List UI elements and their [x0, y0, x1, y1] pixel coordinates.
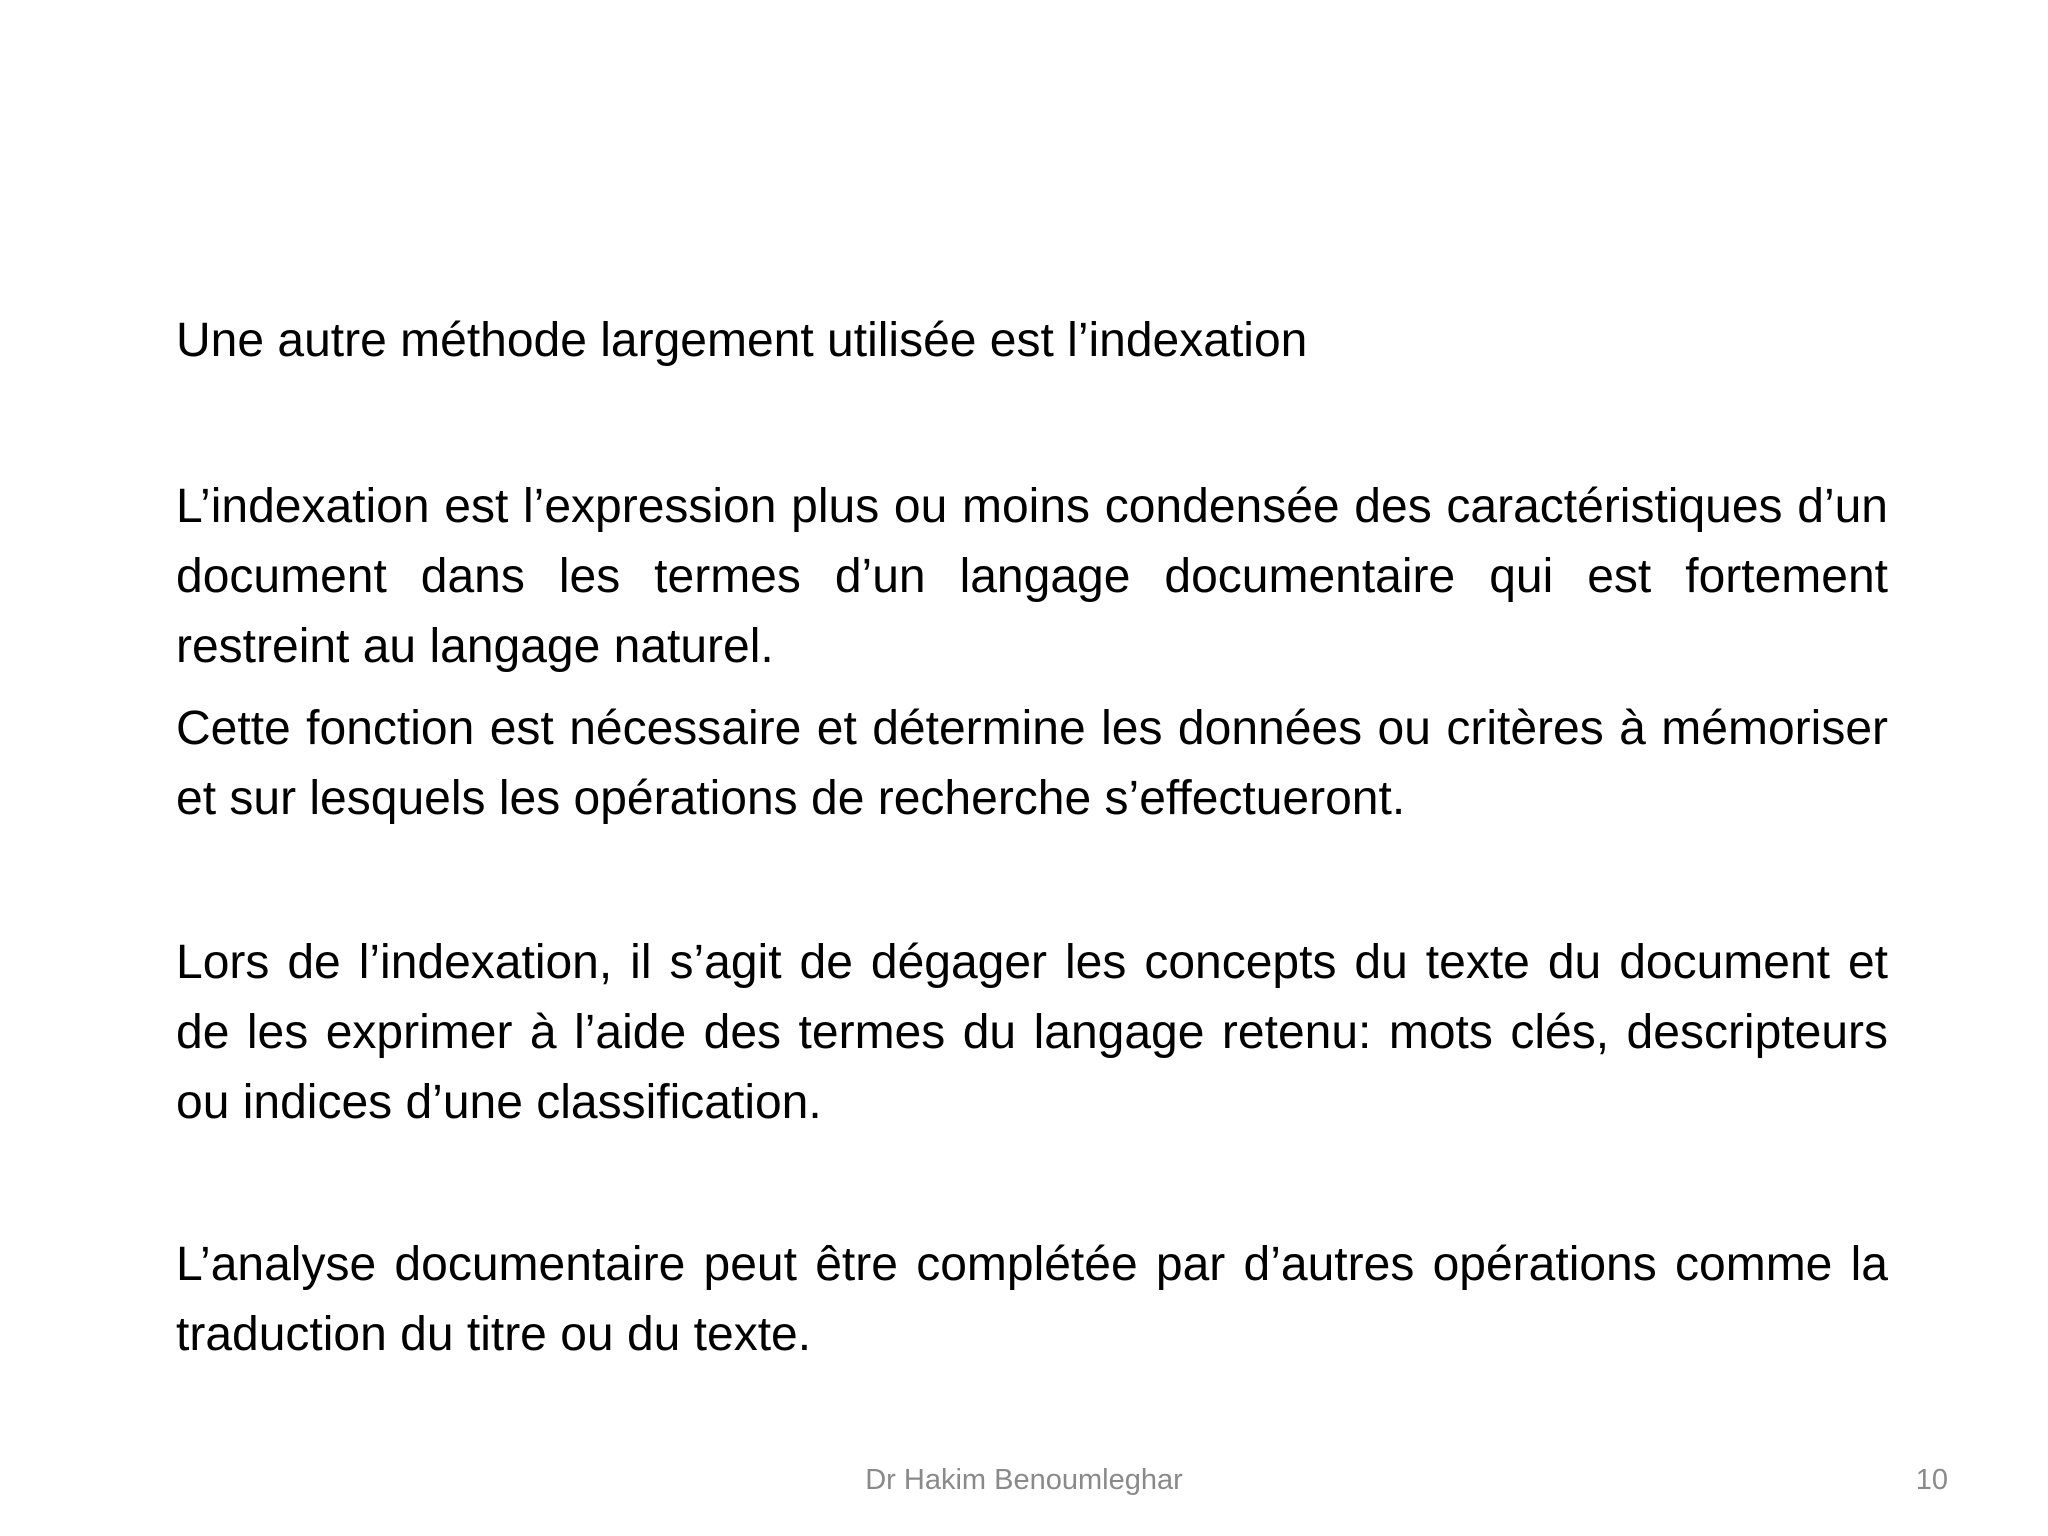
paragraph-intro: Une autre méthode largement utilisée est l’indexation — [176, 314, 1308, 367]
paragraph-definition: L’indexation est l’expression plus ou moins condensée des caractéristiques d’un document dans les termes d’un langage documentaire qui est fortement restreint au langage naturel. — [176, 480, 1888, 673]
footer-author: Dr Hakim Benoumleghar — [865, 1464, 1183, 1496]
paragraph-function: Cette fonction est nécessaire et détermine les données ou critères à mémoriser et sur lesquels les opérations de recherche s’effectueront. — [176, 702, 1888, 825]
slide-number: 10 — [1915, 1464, 1948, 1496]
paragraph-documentary-analysis: L’analyse documentaire peut être complétée par d’autres opérations comme la traduction du titre ou du texte. — [176, 1238, 1888, 1361]
paragraph-indexing-process: Lors de l’indexation, il s’agit de dégager les concepts du texte du document et de les exprimer à l’aide des termes du langage retenu: mots clés, descripteurs ou indices d’une classification. — [176, 936, 1888, 1129]
